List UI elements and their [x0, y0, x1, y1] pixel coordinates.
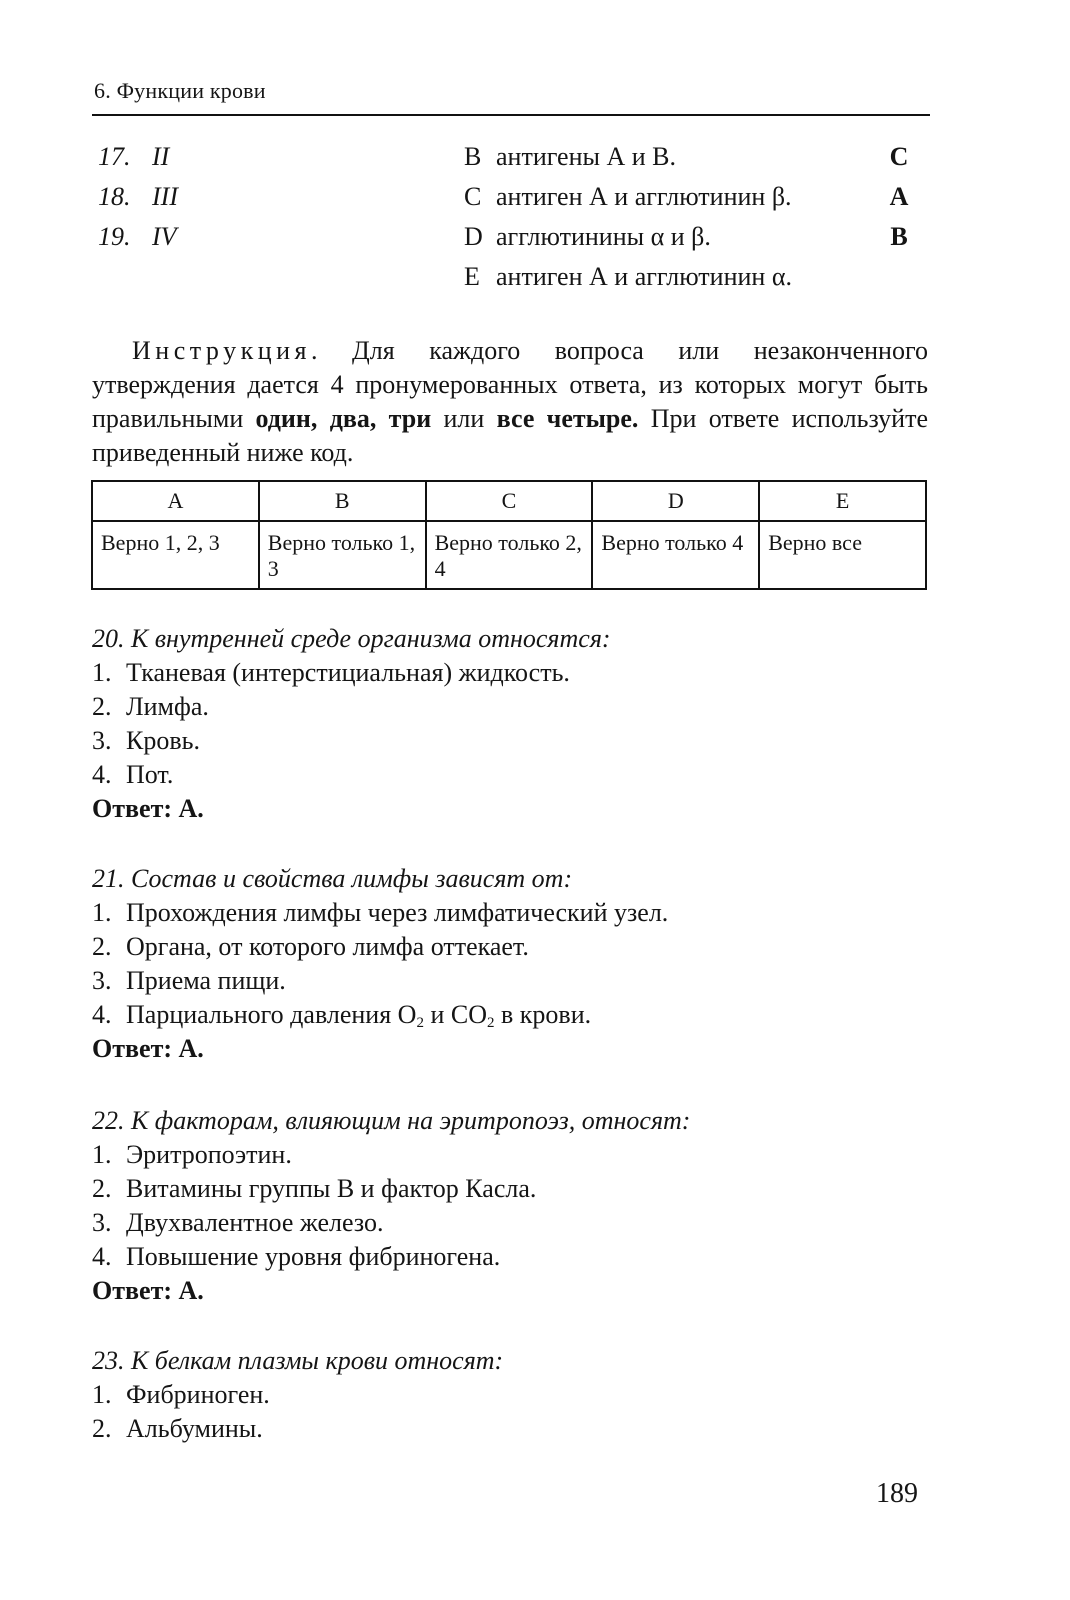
option-text: антигены А и В. — [496, 142, 677, 171]
answer-key: C — [889, 142, 909, 171]
list-item: 2. Лимфа. — [92, 692, 209, 721]
question-title: 20. К внутренней среде организма относятся: — [92, 624, 611, 653]
table-header-row — [92, 481, 926, 521]
answer-line: Ответ: А. — [92, 1276, 204, 1305]
instruction-text: . Для каждого вопроса или незаконченного утверждения дается 4 пронумерованных ответа, из которых могут быть правильными — [92, 336, 928, 433]
table-header-cell: E — [759, 481, 926, 521]
list-item: 2. Альбумины. — [92, 1414, 263, 1443]
instruction-bold: все четыре. — [496, 404, 639, 433]
answer-key: A — [889, 182, 909, 211]
question-22 — [92, 1104, 928, 1308]
table-cell: Верно только 1, 3 — [259, 521, 426, 589]
matching-row — [94, 182, 930, 222]
list-item: 1. Фибриноген. — [92, 1380, 270, 1409]
instruction-label: Инструкция — [132, 336, 311, 365]
option-text: антиген А и агглютинин β. — [496, 182, 792, 211]
table-row — [92, 521, 926, 589]
question-number: 18. — [98, 182, 131, 211]
running-head: 6. Функции крови — [94, 78, 266, 103]
page-number: 189 — [876, 1478, 918, 1509]
table-header-cell: B — [259, 481, 426, 521]
list-item: 3. Кровь. — [92, 726, 200, 755]
question-title: 21. Состав и свойства лимфы зависят от: — [92, 864, 573, 893]
option-letter: D — [464, 222, 483, 251]
option-letter: C — [464, 182, 482, 211]
question-title: 22. К факторам, влияющим на эритропоэз, относят: — [92, 1106, 691, 1135]
option-text: агглютинины α и β. — [496, 222, 711, 251]
answer-code-table — [91, 480, 927, 590]
option-letter: E — [464, 262, 480, 291]
option-letter: B — [464, 142, 482, 171]
table-header-cell: C — [426, 481, 593, 521]
question-21 — [92, 862, 928, 1066]
blood-group: III — [152, 182, 178, 211]
question-title: 23. К белкам плазмы крови относят: — [92, 1346, 504, 1375]
list-item: 4. Пот. — [92, 760, 174, 789]
table-cell: Верно 1, 2, 3 — [92, 521, 259, 589]
matching-block — [94, 142, 930, 302]
list-item: 3. Приема пищи. — [92, 966, 286, 995]
table-cell: Верно только 2, 4 — [426, 521, 593, 589]
matching-row — [94, 142, 930, 182]
list-item: 1. Прохождения лимфы через лимфатический узел. — [92, 898, 669, 927]
header-rule — [92, 114, 930, 116]
answer-line: Ответ: А. — [92, 794, 204, 823]
list-item: 2. Органа, от которого лимфа оттекает. — [92, 932, 529, 961]
answer-line: Ответ: А. — [92, 1034, 204, 1063]
list-item: 2. Витамины группы В и фактор Касла. — [92, 1174, 537, 1203]
list-item: 1. Эритропоэтин. — [92, 1140, 292, 1169]
answer-key: B — [890, 222, 908, 251]
table-header-cell: D — [592, 481, 759, 521]
table-header-cell: A — [92, 481, 259, 521]
list-item: 4. Парциального давления $O_2$ и $CO_2$ в крови. — [92, 1000, 592, 1031]
matching-row — [94, 222, 930, 262]
matching-row — [94, 262, 930, 302]
list-item: 3. Двухвалентное железо. — [92, 1208, 384, 1237]
table-cell: Верно все — [759, 521, 926, 589]
instruction-bold: один, два, три — [255, 404, 432, 433]
question-number: 19. — [98, 222, 131, 251]
option-text: антиген А и агглютинин α. — [496, 262, 792, 291]
blood-group: IV — [152, 222, 177, 251]
question-23 — [92, 1344, 928, 1446]
question-number: 17. — [98, 142, 131, 171]
list-item: 1. Тканевая (интерстициальная) жидкость. — [92, 658, 570, 687]
blood-group: II — [152, 142, 170, 171]
question-20 — [92, 622, 928, 826]
instruction-text: или — [431, 404, 497, 433]
instruction-text: При ответе используйте приведенный ниже код. — [92, 404, 928, 467]
list-item: 4. Повышение уровня фибриногена. — [92, 1242, 501, 1271]
instruction-paragraph — [92, 334, 928, 470]
table-cell: Верно только 4 — [592, 521, 759, 589]
